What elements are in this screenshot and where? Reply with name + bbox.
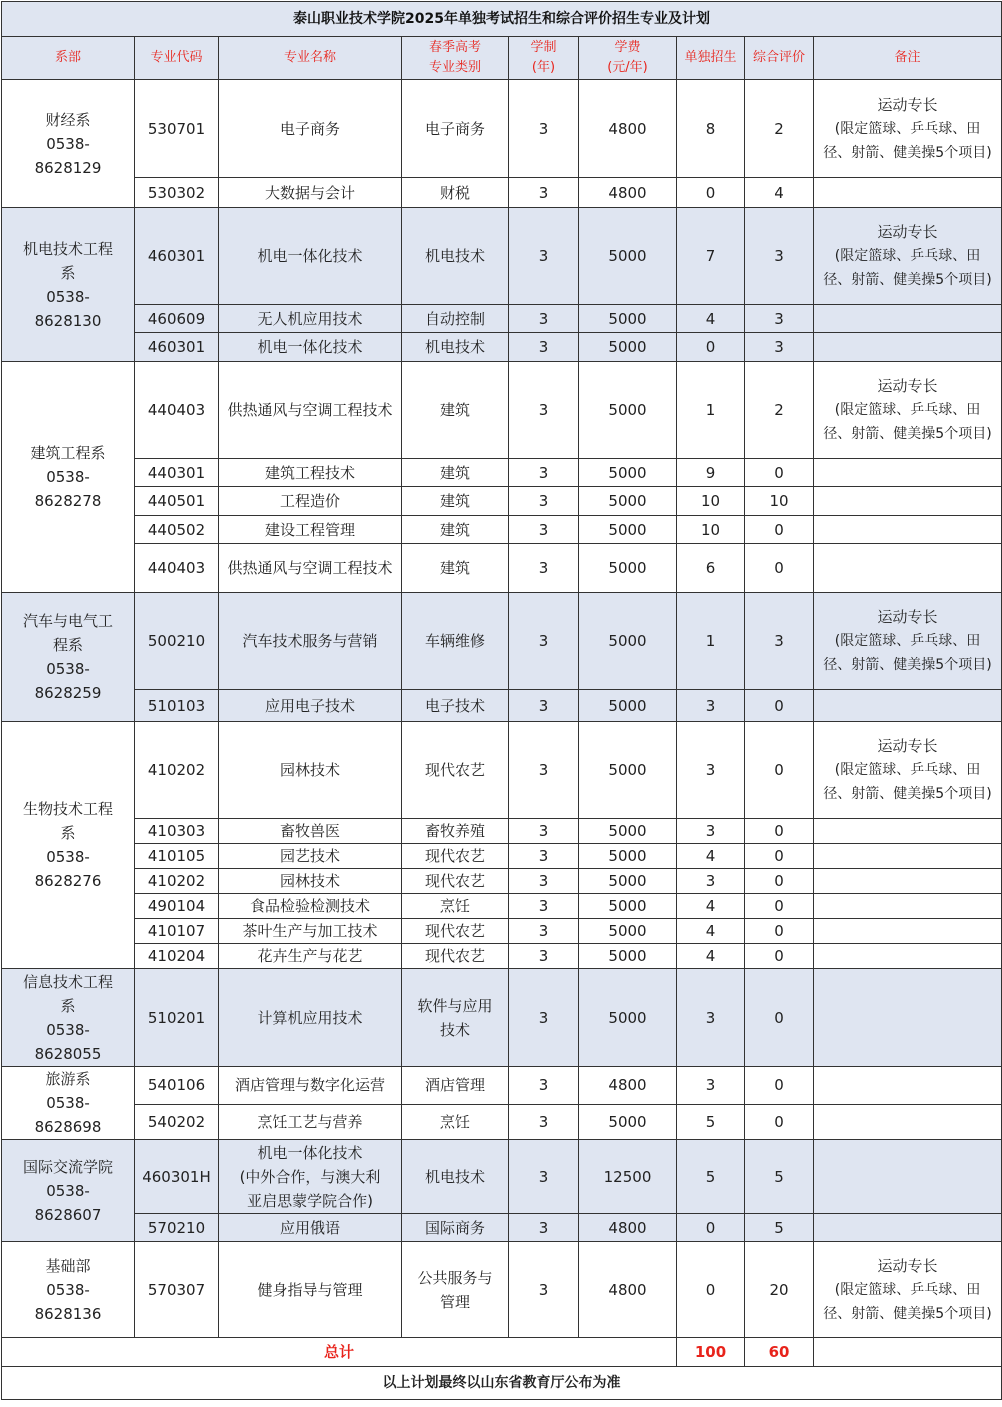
comprehensive-cell: 2 — [745, 80, 814, 178]
spring-category-cell: 软件与应用 技术 — [402, 969, 509, 1067]
remarks-title: 运动专长 — [877, 223, 938, 241]
total-row — [2, 1338, 1002, 1367]
major-name-cell: 食品检验检测技术 — [219, 894, 402, 919]
years-cell: 3 — [509, 362, 579, 459]
department-cell: 生物技术工程 系 0538- 8628276 — [2, 722, 135, 969]
spring-category-cell: 现代农艺 — [402, 919, 509, 944]
remarks-title: 运动专长 — [877, 608, 938, 626]
major-code-cell: 440301 — [135, 459, 219, 487]
department-cell: 汽车与电气工 程系 0538- 8628259 — [2, 593, 135, 722]
major-name-cell: 机电一体化技术 — [219, 208, 402, 305]
major-code-cell: 460609 — [135, 305, 219, 333]
remarks-cell — [814, 208, 1002, 305]
header-remarks: 备注 — [814, 37, 1002, 80]
fee-cell: 4800 — [579, 1067, 677, 1105]
single-enroll-cell: 10 — [677, 487, 745, 516]
department-cell: 基础部 0538- 8628136 — [2, 1242, 135, 1338]
remarks-detail: (限定篮球、乒乓球、田径、射箭、健美操5个项目) — [823, 762, 992, 802]
years-cell: 3 — [509, 208, 579, 305]
spring-category-cell: 现代农艺 — [402, 722, 509, 819]
spring-category-cell: 畜牧养殖 — [402, 819, 509, 844]
fee-cell: 5000 — [579, 516, 677, 544]
table-row — [2, 969, 1002, 1067]
remarks-cell — [814, 919, 1002, 944]
department-cell: 财经系 0538- 8628129 — [2, 80, 135, 208]
major-name-cell: 大数据与会计 — [219, 178, 402, 208]
fee-cell: 5000 — [579, 919, 677, 944]
fee-cell: 4800 — [579, 1242, 677, 1338]
major-code-cell: 540106 — [135, 1067, 219, 1105]
major-name-cell: 计算机应用技术 — [219, 969, 402, 1067]
header-major-code: 专业代码 — [135, 37, 219, 80]
fee-cell: 12500 — [579, 1140, 677, 1214]
remarks-title: 运动专长 — [877, 1256, 938, 1275]
major-code-cell: 410105 — [135, 844, 219, 869]
remarks-cell — [814, 944, 1002, 969]
fee-cell: 5000 — [579, 1104, 677, 1140]
table-row — [2, 819, 1002, 844]
total-comprehensive: 60 — [745, 1338, 814, 1367]
major-name-cell: 建设工程管理 — [219, 516, 402, 544]
remarks-cell — [814, 819, 1002, 844]
table-row — [2, 362, 1002, 459]
single-enroll-cell: 0 — [677, 333, 745, 362]
years-cell: 3 — [509, 919, 579, 944]
major-code-cell: 510103 — [135, 690, 219, 722]
total-label: 总计 — [2, 1338, 677, 1367]
major-name-cell: 电子商务 — [219, 80, 402, 178]
remarks-cell — [814, 1140, 1002, 1214]
single-enroll-cell: 6 — [677, 544, 745, 593]
comprehensive-cell: 0 — [745, 869, 814, 894]
single-enroll-cell: 0 — [677, 1242, 745, 1338]
department-cell: 旅游系 0538- 8628698 — [2, 1067, 135, 1140]
table-row — [2, 869, 1002, 894]
years-cell: 3 — [509, 944, 579, 969]
spring-category-cell: 车辆维修 — [402, 593, 509, 690]
spring-category-cell: 建筑 — [402, 362, 509, 459]
fee-cell: 5000 — [579, 722, 677, 819]
years-cell: 3 — [509, 593, 579, 690]
spring-category-cell: 现代农艺 — [402, 944, 509, 969]
remarks-cell — [814, 593, 1002, 690]
admission-plan-table — [1, 1, 1002, 1400]
fee-cell: 4800 — [579, 178, 677, 208]
years-cell: 3 — [509, 869, 579, 894]
major-name-cell: 工程造价 — [219, 487, 402, 516]
fee-cell: 5000 — [579, 362, 677, 459]
years-cell: 3 — [509, 1214, 579, 1242]
comprehensive-cell: 0 — [745, 944, 814, 969]
major-name-cell: 供热通风与空调工程技术 — [219, 362, 402, 459]
single-enroll-cell: 5 — [677, 1104, 745, 1140]
remarks-cell — [814, 544, 1002, 593]
years-cell: 3 — [509, 844, 579, 869]
major-name-cell: 畜牧兽医 — [219, 819, 402, 844]
remarks-cell — [814, 487, 1002, 516]
fee-cell: 5000 — [579, 305, 677, 333]
remarks-cell — [814, 80, 1002, 178]
spring-category-cell: 现代农艺 — [402, 844, 509, 869]
remarks-cell — [814, 1242, 1002, 1338]
spring-category-cell: 建筑 — [402, 544, 509, 593]
years-cell: 3 — [509, 305, 579, 333]
fee-cell: 5000 — [579, 844, 677, 869]
department-cell: 国际交流学院 0538- 8628607 — [2, 1140, 135, 1242]
total-remarks — [814, 1338, 1002, 1367]
table-row — [2, 333, 1002, 362]
spring-category-cell: 酒店管理 — [402, 1067, 509, 1105]
remarks-cell — [814, 722, 1002, 819]
spring-category-cell: 建筑 — [402, 516, 509, 544]
table-title: 泰山职业技术学院2025年单独考试招生和综合评价招生专业及计划 — [2, 2, 1002, 37]
table-row — [2, 516, 1002, 544]
remarks-detail: (限定篮球、乒乓球、田径、射箭、健美操5个项目) — [823, 248, 992, 288]
major-code-cell: 410202 — [135, 722, 219, 819]
comprehensive-cell: 5 — [745, 1140, 814, 1214]
major-name-cell: 建筑工程技术 — [219, 459, 402, 487]
fee-cell: 4800 — [579, 80, 677, 178]
table-row — [2, 919, 1002, 944]
fee-cell: 5000 — [579, 593, 677, 690]
years-cell: 3 — [509, 544, 579, 593]
header-fee: 学费 (元/年) — [579, 37, 677, 80]
comprehensive-cell: 0 — [745, 1067, 814, 1105]
major-code-cell: 440403 — [135, 362, 219, 459]
spring-category-cell: 自动控制 — [402, 305, 509, 333]
major-code-cell: 410303 — [135, 819, 219, 844]
single-enroll-cell: 3 — [677, 722, 745, 819]
fee-cell: 5000 — [579, 459, 677, 487]
header-row — [2, 37, 1002, 80]
single-enroll-cell: 7 — [677, 208, 745, 305]
fee-cell: 5000 — [579, 333, 677, 362]
remarks-cell — [814, 690, 1002, 722]
major-code-cell: 570307 — [135, 1242, 219, 1338]
remarks-cell — [814, 969, 1002, 1067]
single-enroll-cell: 1 — [677, 362, 745, 459]
spring-category-cell: 机电技术 — [402, 208, 509, 305]
table-row — [2, 459, 1002, 487]
fee-cell: 5000 — [579, 969, 677, 1067]
spring-category-cell: 国际商务 — [402, 1214, 509, 1242]
major-code-cell: 530701 — [135, 80, 219, 178]
fee-cell: 5000 — [579, 819, 677, 844]
comprehensive-cell: 0 — [745, 459, 814, 487]
spring-category-cell: 烹饪 — [402, 894, 509, 919]
comprehensive-cell: 2 — [745, 362, 814, 459]
major-name-cell: 园艺技术 — [219, 844, 402, 869]
table-row — [2, 208, 1002, 305]
years-cell: 3 — [509, 178, 579, 208]
major-code-cell: 510201 — [135, 969, 219, 1067]
major-name-cell: 机电一体化技术 (中外合作，与澳大利 亚启思蒙学院合作) — [219, 1140, 402, 1214]
table-row — [2, 1214, 1002, 1242]
comprehensive-cell: 0 — [745, 722, 814, 819]
fee-cell: 5000 — [579, 487, 677, 516]
fee-cell: 5000 — [579, 944, 677, 969]
single-enroll-cell: 3 — [677, 869, 745, 894]
years-cell: 3 — [509, 333, 579, 362]
comprehensive-cell: 0 — [745, 544, 814, 593]
major-code-cell: 410204 — [135, 944, 219, 969]
single-enroll-cell: 3 — [677, 690, 745, 722]
header-spring-category: 春季高考 专业类别 — [402, 37, 509, 80]
years-cell: 3 — [509, 516, 579, 544]
comprehensive-cell: 3 — [745, 305, 814, 333]
major-code-cell: 440501 — [135, 487, 219, 516]
comprehensive-cell: 5 — [745, 1214, 814, 1242]
major-name-cell: 烹饪工艺与营养 — [219, 1104, 402, 1140]
single-enroll-cell: 4 — [677, 919, 745, 944]
remarks-cell — [814, 1104, 1002, 1140]
header-comprehensive: 综合评价 — [745, 37, 814, 80]
fee-cell: 5000 — [579, 894, 677, 919]
spring-category-cell: 机电技术 — [402, 333, 509, 362]
single-enroll-cell: 4 — [677, 944, 745, 969]
comprehensive-cell: 3 — [745, 208, 814, 305]
years-cell: 3 — [509, 1242, 579, 1338]
comprehensive-cell: 10 — [745, 487, 814, 516]
comprehensive-cell: 0 — [745, 516, 814, 544]
major-name-cell: 健身指导与管理 — [219, 1242, 402, 1338]
table-row — [2, 844, 1002, 869]
years-cell: 3 — [509, 1140, 579, 1214]
table-row — [2, 944, 1002, 969]
single-enroll-cell: 4 — [677, 305, 745, 333]
department-cell: 建筑工程系 0538- 8628278 — [2, 362, 135, 593]
major-code-cell: 540202 — [135, 1104, 219, 1140]
remarks-cell — [814, 1067, 1002, 1105]
remarks-cell — [814, 305, 1002, 333]
remarks-detail: (限定篮球、乒乓球、田径、射箭、健美操5个项目) — [823, 1281, 992, 1322]
major-code-cell: 410107 — [135, 919, 219, 944]
years-cell: 3 — [509, 819, 579, 844]
remarks-cell — [814, 869, 1002, 894]
major-name-cell: 应用电子技术 — [219, 690, 402, 722]
remarks-title: 运动专长 — [877, 737, 938, 755]
major-code-cell: 440502 — [135, 516, 219, 544]
single-enroll-cell: 9 — [677, 459, 745, 487]
table-row — [2, 487, 1002, 516]
comprehensive-cell: 3 — [745, 333, 814, 362]
major-code-cell: 410202 — [135, 869, 219, 894]
table-row — [2, 1104, 1002, 1140]
single-enroll-cell: 1 — [677, 593, 745, 690]
major-name-cell: 汽车技术服务与营销 — [219, 593, 402, 690]
remarks-title: 运动专长 — [877, 95, 938, 114]
single-enroll-cell: 10 — [677, 516, 745, 544]
fee-cell: 4800 — [579, 1214, 677, 1242]
spring-category-cell: 电子技术 — [402, 690, 509, 722]
major-name-cell: 酒店管理与数字化运营 — [219, 1067, 402, 1105]
major-code-cell: 500210 — [135, 593, 219, 690]
single-enroll-cell: 0 — [677, 1214, 745, 1242]
major-name-cell: 园林技术 — [219, 722, 402, 819]
remarks-cell — [814, 459, 1002, 487]
table-row — [2, 1067, 1002, 1105]
single-enroll-cell: 5 — [677, 1140, 745, 1214]
fee-cell: 5000 — [579, 690, 677, 722]
title-row — [2, 2, 1002, 37]
years-cell: 3 — [509, 690, 579, 722]
remarks-cell — [814, 844, 1002, 869]
header-major-name: 专业名称 — [219, 37, 402, 80]
table-row — [2, 80, 1002, 178]
major-code-cell: 490104 — [135, 894, 219, 919]
table-row — [2, 178, 1002, 208]
years-cell: 3 — [509, 894, 579, 919]
header-single-enroll: 单独招生 — [677, 37, 745, 80]
single-enroll-cell: 0 — [677, 178, 745, 208]
comprehensive-cell: 0 — [745, 690, 814, 722]
comprehensive-cell: 4 — [745, 178, 814, 208]
spring-category-cell: 公共服务与 管理 — [402, 1242, 509, 1338]
years-cell: 3 — [509, 459, 579, 487]
table-row — [2, 1140, 1002, 1214]
major-name-cell: 无人机应用技术 — [219, 305, 402, 333]
years-cell: 3 — [509, 722, 579, 819]
comprehensive-cell: 0 — [745, 819, 814, 844]
remarks-cell — [814, 178, 1002, 208]
major-name-cell: 花卉生产与花艺 — [219, 944, 402, 969]
comprehensive-cell: 0 — [745, 919, 814, 944]
comprehensive-cell: 0 — [745, 844, 814, 869]
remarks-detail: (限定篮球、乒乓球、田径、射箭、健美操5个项目) — [823, 633, 992, 673]
spring-category-cell: 机电技术 — [402, 1140, 509, 1214]
major-name-cell: 机电一体化技术 — [219, 333, 402, 362]
remarks-cell — [814, 516, 1002, 544]
table-row — [2, 593, 1002, 690]
spring-category-cell: 现代农艺 — [402, 869, 509, 894]
remarks-cell — [814, 362, 1002, 459]
table-row — [2, 894, 1002, 919]
years-cell: 3 — [509, 969, 579, 1067]
remarks-detail: (限定篮球、乒乓球、田径、射箭、健美操5个项目) — [823, 120, 992, 161]
major-code-cell: 460301H — [135, 1140, 219, 1214]
table-row — [2, 1242, 1002, 1338]
major-code-cell: 460301 — [135, 208, 219, 305]
single-enroll-cell: 4 — [677, 894, 745, 919]
major-code-cell: 530302 — [135, 178, 219, 208]
years-cell: 3 — [509, 1067, 579, 1105]
spring-category-cell: 电子商务 — [402, 80, 509, 178]
comprehensive-cell: 20 — [745, 1242, 814, 1338]
fee-cell: 5000 — [579, 208, 677, 305]
major-name-cell: 园林技术 — [219, 869, 402, 894]
remarks-cell — [814, 1214, 1002, 1242]
major-name-cell: 茶叶生产与加工技术 — [219, 919, 402, 944]
table-row — [2, 305, 1002, 333]
header-department: 系部 — [2, 37, 135, 80]
table-row — [2, 722, 1002, 819]
single-enroll-cell: 3 — [677, 819, 745, 844]
major-name-cell: 供热通风与空调工程技术 — [219, 544, 402, 593]
comprehensive-cell: 0 — [745, 969, 814, 1067]
comprehensive-cell: 0 — [745, 894, 814, 919]
remarks-title: 运动专长 — [877, 377, 938, 395]
table-row — [2, 544, 1002, 593]
spring-category-cell: 建筑 — [402, 459, 509, 487]
single-enroll-cell: 3 — [677, 1067, 745, 1105]
major-name-cell: 应用俄语 — [219, 1214, 402, 1242]
fee-cell: 5000 — [579, 869, 677, 894]
remarks-cell — [814, 333, 1002, 362]
footer-note: 以上计划最终以山东省教育厅公布为准 — [2, 1367, 1002, 1400]
major-code-cell: 440403 — [135, 544, 219, 593]
major-code-cell: 570210 — [135, 1214, 219, 1242]
department-cell: 信息技术工程 系 0538- 8628055 — [2, 969, 135, 1067]
total-single-enroll: 100 — [677, 1338, 745, 1367]
years-cell: 3 — [509, 1104, 579, 1140]
remarks-cell — [814, 894, 1002, 919]
remarks-detail: (限定篮球、乒乓球、田径、射箭、健美操5个项目) — [823, 402, 992, 442]
years-cell: 3 — [509, 80, 579, 178]
major-code-cell: 460301 — [135, 333, 219, 362]
fee-cell: 5000 — [579, 544, 677, 593]
comprehensive-cell: 3 — [745, 593, 814, 690]
department-cell: 机电技术工程 系 0538- 8628130 — [2, 208, 135, 362]
single-enroll-cell: 3 — [677, 969, 745, 1067]
spring-category-cell: 建筑 — [402, 487, 509, 516]
single-enroll-cell: 4 — [677, 844, 745, 869]
header-years: 学制 (年) — [509, 37, 579, 80]
comprehensive-cell: 0 — [745, 1104, 814, 1140]
spring-category-cell: 烹饪 — [402, 1104, 509, 1140]
spring-category-cell: 财税 — [402, 178, 509, 208]
years-cell: 3 — [509, 487, 579, 516]
table-row — [2, 690, 1002, 722]
single-enroll-cell: 8 — [677, 80, 745, 178]
footer-row — [2, 1367, 1002, 1400]
